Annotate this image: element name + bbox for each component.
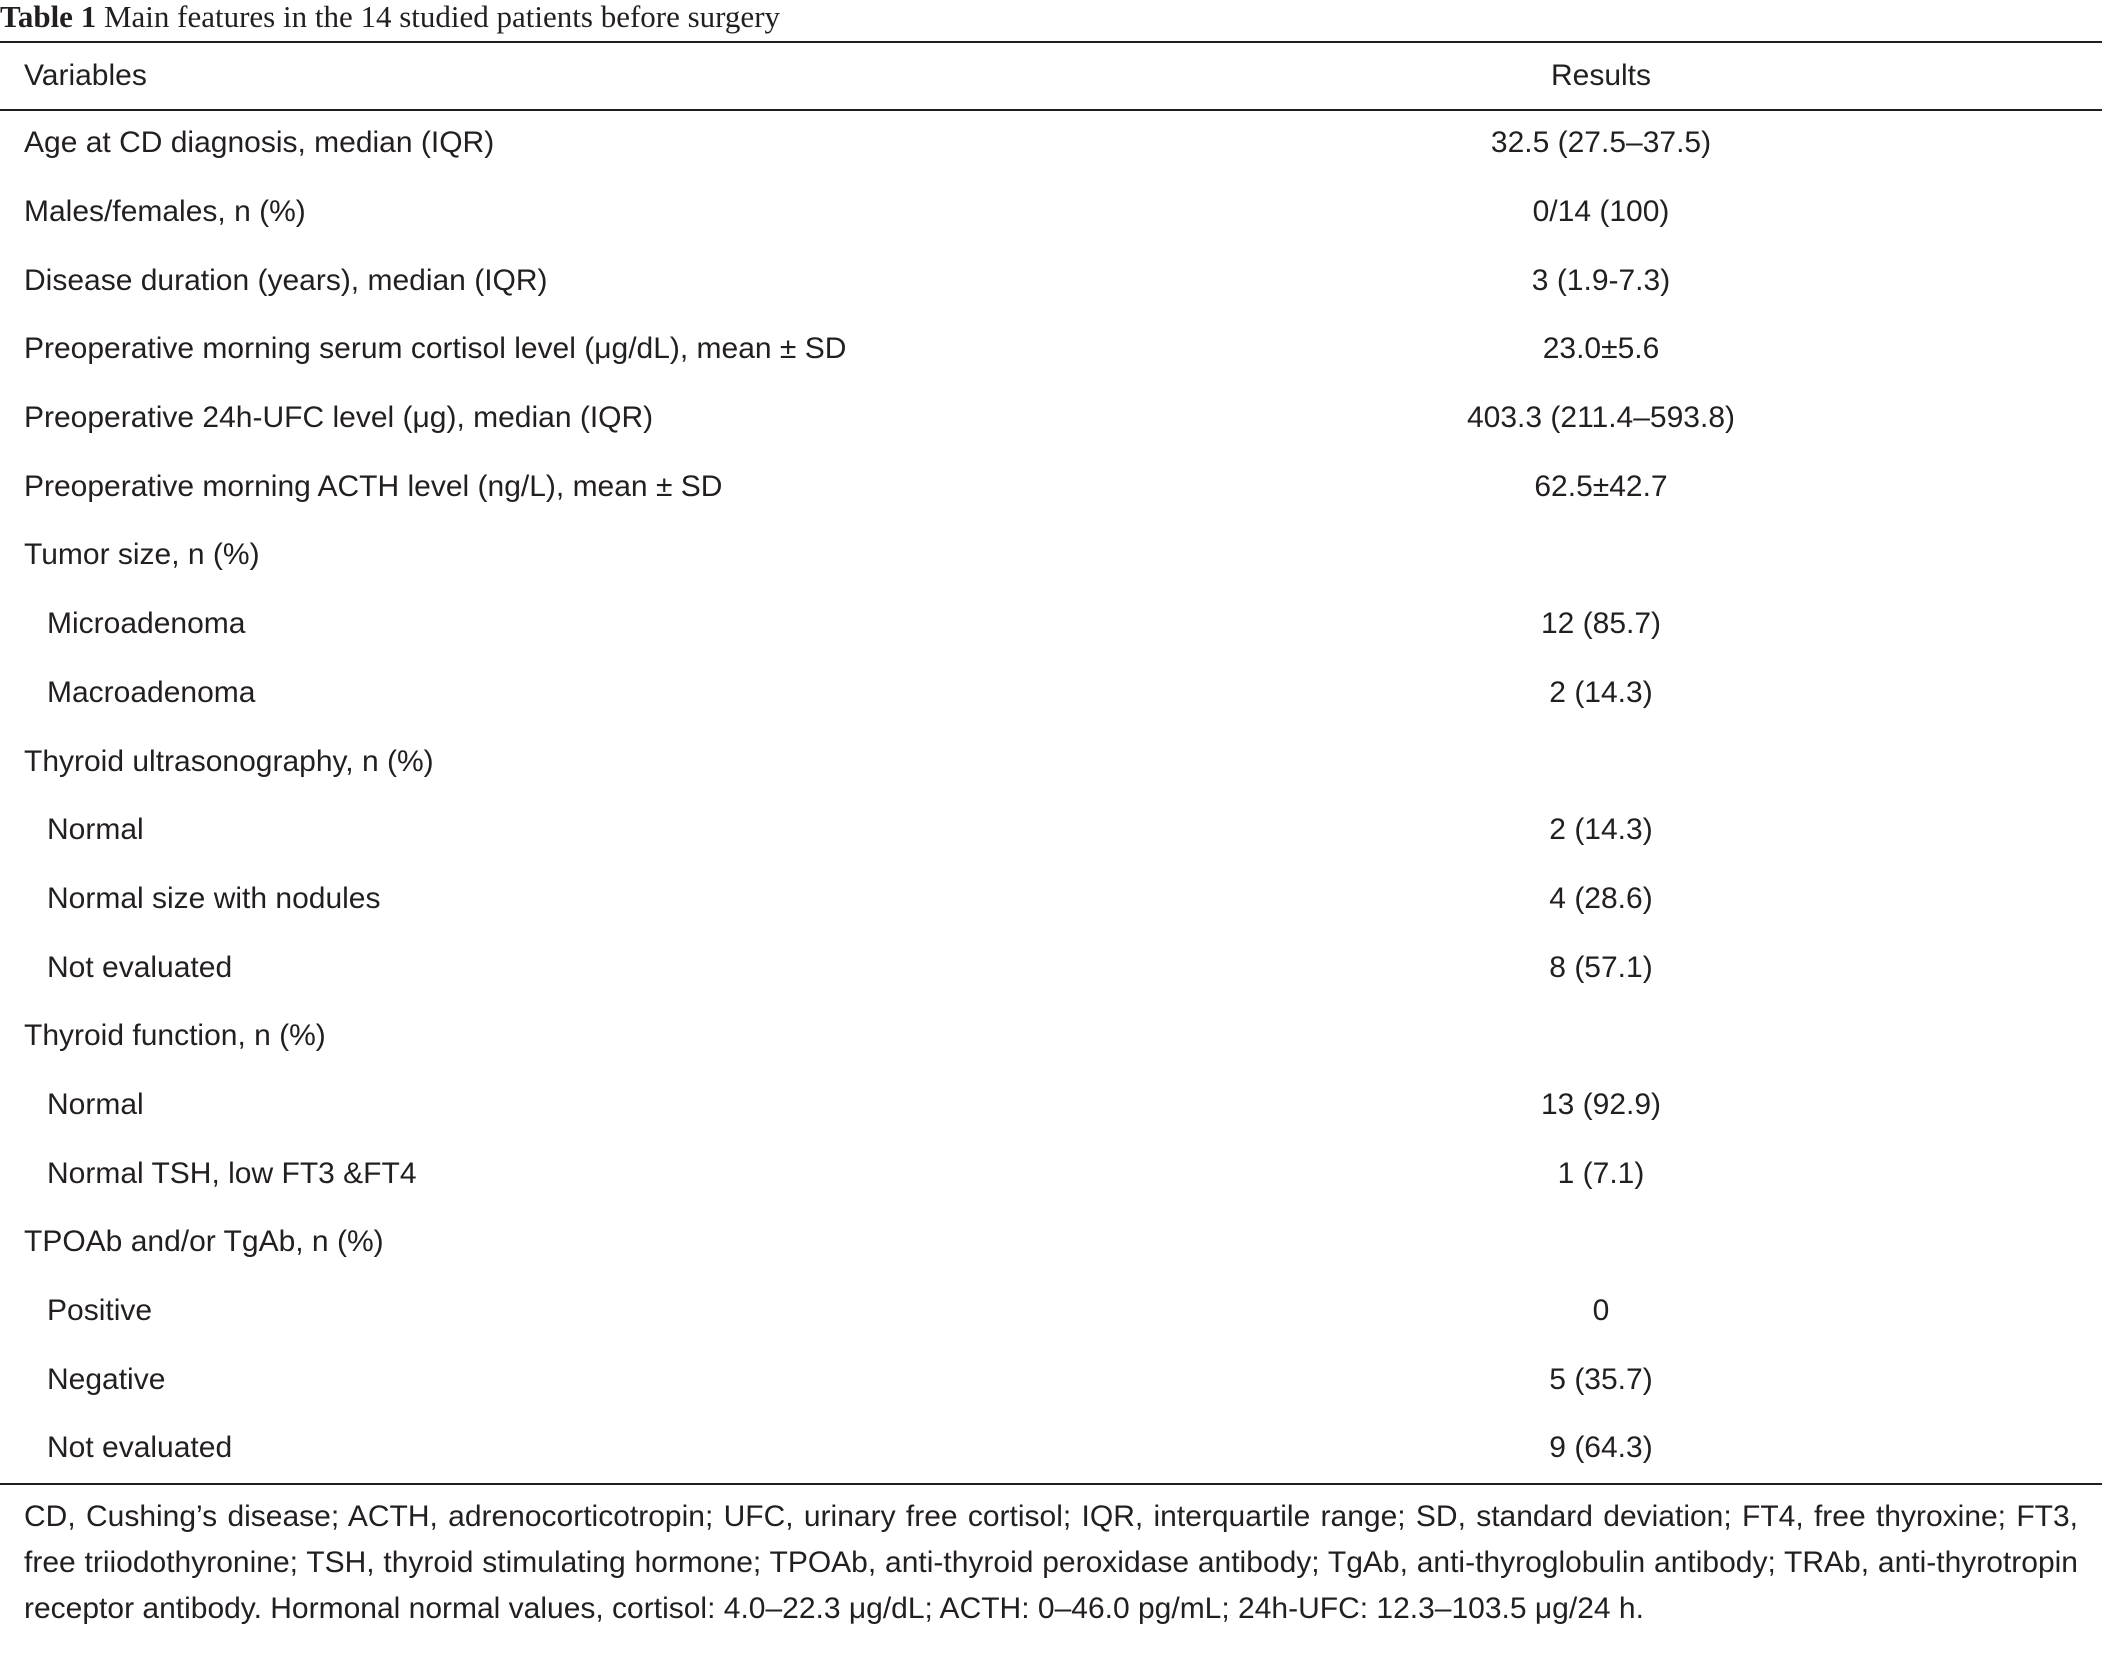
row-result: 32.5 (27.5–37.5) bbox=[1490, 126, 1712, 160]
row-result bbox=[1100, 521, 2102, 590]
row-subvariable: Not evaluated bbox=[47, 1431, 233, 1465]
row-variable: Preoperative morning serum cortisol level (μg/dL), mean ± SD bbox=[24, 332, 847, 366]
row-result: 0/14 (100) bbox=[1532, 195, 1670, 229]
row-variable: Disease duration (years), median (IQR) bbox=[24, 263, 548, 297]
table-caption-text: Main features in the 14 studied patients before surgery bbox=[103, 0, 781, 34]
row-result: 2 (14.3) bbox=[1549, 813, 1653, 847]
row-result bbox=[1100, 727, 2102, 796]
row-subvariable: Normal bbox=[47, 813, 144, 847]
row-result: 2 (14.3) bbox=[1549, 675, 1653, 709]
row-subvariable: Normal bbox=[47, 1087, 144, 1121]
row-result: 62.5±42.7 bbox=[1534, 469, 1668, 503]
table-row bbox=[0, 521, 2102, 590]
row-group-heading: Thyroid ultrasonography, n (%) bbox=[24, 744, 434, 778]
row-variable: Preoperative 24h-UFC level (μg), median (IQR) bbox=[24, 401, 654, 435]
row-result: 5 (35.7) bbox=[1549, 1362, 1653, 1396]
row-result: 3 (1.9-7.3) bbox=[1531, 263, 1671, 297]
table-row bbox=[0, 1414, 2102, 1483]
header-variables: Variables bbox=[24, 59, 147, 92]
row-subvariable: Not evaluated bbox=[47, 950, 233, 984]
row-group-heading: Thyroid function, n (%) bbox=[24, 1019, 326, 1053]
row-result: 13 (92.9) bbox=[1540, 1087, 1662, 1121]
row-result: 9 (64.3) bbox=[1549, 1431, 1653, 1465]
table-row bbox=[0, 659, 2102, 728]
row-result: 0 bbox=[1592, 1294, 1610, 1328]
table-row bbox=[0, 384, 2102, 453]
row-variable: Age at CD diagnosis, median (IQR) bbox=[24, 126, 495, 160]
features-table bbox=[0, 43, 2102, 1483]
table-footnote: CD, Cushing’s disease; ACTH, adrenocorticotropin; UFC, urinary free cortisol; IQR, interquartile range; SD, standard deviation; FT4, free thyroxine; FT3, free triiodothyronine; TSH, thyroid stimulating hormone; TPOAb, anti-thyroid peroxidase antibody; TgAb, anti-thyroglobulin antibody; TRAb, anti-thyrotropin receptor antibody. Hormonal normal values, cortisol: 4.0–22.3 μg/dL; ACTH: 0–46.0 pg/mL; 24h-UFC: 12.3–103.5 μg/24 h. bbox=[24, 1500, 2078, 1625]
table-row bbox=[0, 1002, 2102, 1071]
row-result: 403.3 (211.4–593.8) bbox=[1467, 401, 1735, 435]
header-results: Results bbox=[1550, 59, 1652, 92]
table-row bbox=[0, 1277, 2102, 1346]
row-result bbox=[1100, 1002, 2102, 1071]
table-row bbox=[0, 865, 2102, 934]
row-result: 23.0±5.6 bbox=[1542, 332, 1660, 366]
row-subvariable: Normal size with nodules bbox=[47, 881, 381, 915]
table-row bbox=[0, 1208, 2102, 1277]
table-row bbox=[0, 590, 2102, 659]
row-subvariable: Positive bbox=[47, 1294, 153, 1328]
table-row bbox=[0, 933, 2102, 1002]
table-row bbox=[0, 246, 2102, 315]
row-subvariable: Normal TSH, low FT3 &FT4 bbox=[47, 1156, 417, 1190]
table-caption-label: Table 1 bbox=[0, 0, 97, 34]
row-variable: Preoperative morning ACTH level (ng/L), mean ± SD bbox=[24, 469, 723, 503]
table-row bbox=[0, 1139, 2102, 1208]
table-row bbox=[0, 727, 2102, 796]
table-row bbox=[0, 178, 2102, 247]
row-variable: Males/females, n (%) bbox=[24, 195, 306, 229]
header-row bbox=[0, 43, 2102, 109]
row-group-heading: TPOAb and/or TgAb, n (%) bbox=[24, 1225, 384, 1259]
table-row bbox=[0, 1071, 2102, 1140]
table-caption bbox=[0, 0, 780, 42]
bottom-rule bbox=[0, 1483, 2102, 1485]
row-subvariable: Microadenoma bbox=[47, 607, 246, 641]
table-row bbox=[0, 1345, 2102, 1414]
row-result: 1 (7.1) bbox=[1557, 1156, 1645, 1190]
table-row bbox=[0, 452, 2102, 521]
row-result: 8 (57.1) bbox=[1549, 950, 1653, 984]
row-result bbox=[1100, 1208, 2102, 1277]
row-result: 12 (85.7) bbox=[1540, 607, 1662, 641]
row-result: 4 (28.6) bbox=[1549, 881, 1653, 915]
table-row bbox=[0, 109, 2102, 178]
table-row bbox=[0, 796, 2102, 865]
row-subvariable: Macroadenoma bbox=[47, 675, 256, 709]
table-row bbox=[0, 315, 2102, 384]
row-group-heading: Tumor size, n (%) bbox=[24, 538, 260, 572]
row-subvariable: Negative bbox=[47, 1362, 166, 1396]
